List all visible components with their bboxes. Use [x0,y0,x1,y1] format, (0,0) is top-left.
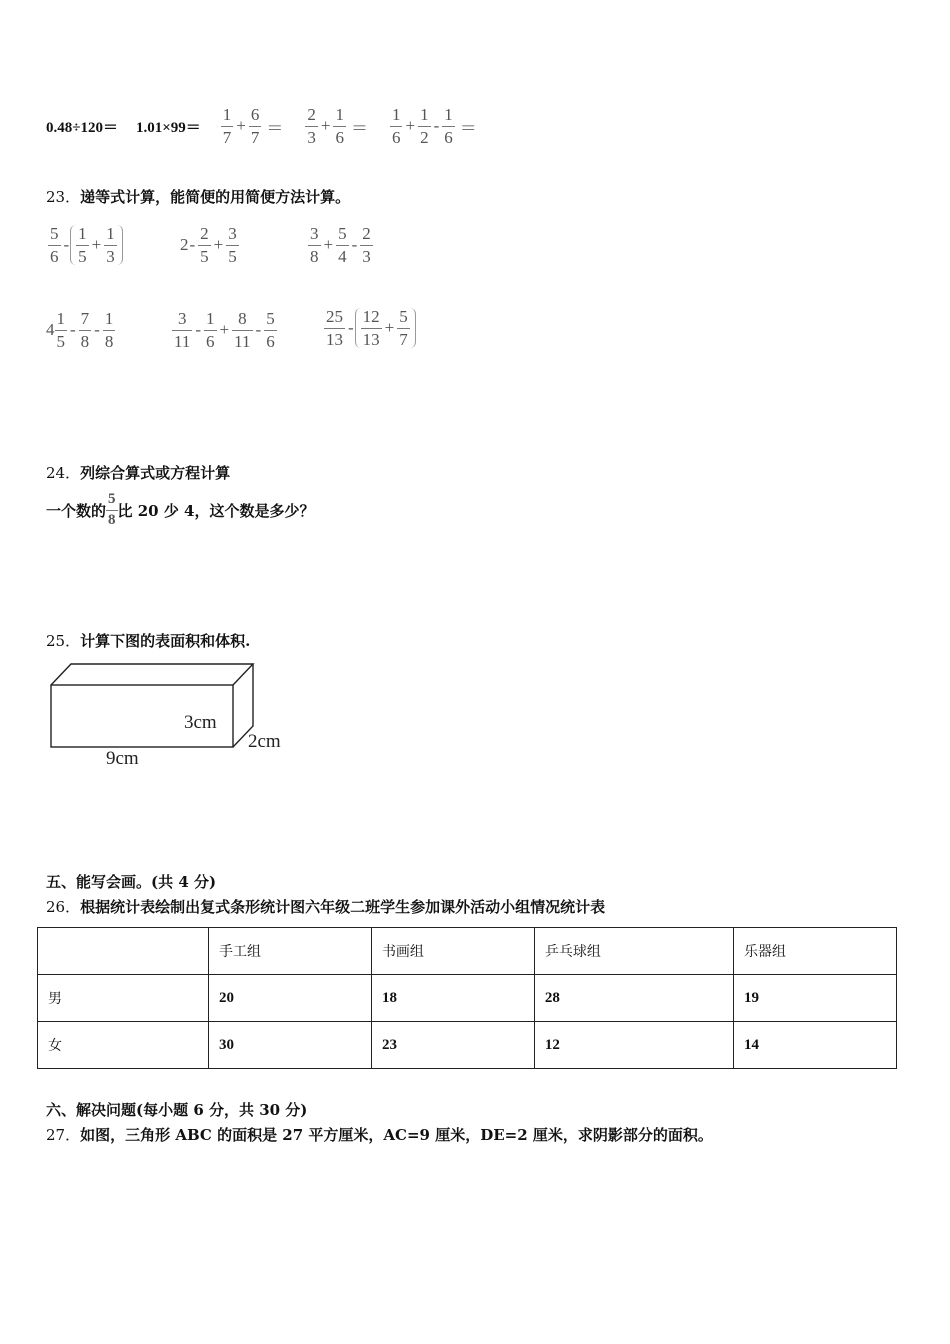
table-header-cell [38,928,209,975]
cuboid-top-face [51,664,253,685]
table-cell: 14 [734,1022,897,1069]
q23-problem-1: $\frac{5}{6}$ - $\frac{1}{5}$ + $\frac{1}{3}$ [46,218,123,272]
question-23-heading: 23．递等式计算，能简便的用简便方法计算。 [46,188,351,206]
q23-problem-3: $\frac{3}{8}$ + $\frac{5}{4}$ - $\frac{2}{3}$ [310,223,371,266]
activity-stats-table [37,927,897,1069]
table-cell: 20 [209,975,372,1022]
fraction: $\frac{1}{7}$ [222,104,232,147]
question-24-text: 一个数的 $\frac{5}{8}$ 比 20 少 4，这个数是多少？ [46,490,315,528]
section-5-title: 五、能写会画。(共 4 分) [46,873,217,891]
fraction: $\frac{1}{6}$ [335,104,344,147]
parentheses: $\frac{1}{5}$ + $\frac{1}{3}$ [70,225,123,266]
fraction: $\frac{1}{6}$ [391,104,401,147]
fraction: $\frac{1}{6}$ [444,104,453,147]
cuboid-figure [40,655,320,775]
calc-expr-2: 1.01×99＝ [135,119,201,136]
label-depth: 2cm [248,731,281,752]
table-cell: 30 [209,1022,372,1069]
table-header-cell: 乐器组 [734,928,897,975]
section-6-title: 六、解决问题(每小题 6 分，共 30 分) [46,1101,308,1119]
table-header-cell: 书画组 [371,928,534,975]
fraction: $\frac{1}{2}$ [420,104,429,147]
calc-expr-5: $\frac{1}{6}$ + $\frac{1}{2}$ - $\frac{1}{6}$ ＝ [391,104,477,147]
calc-row [46,100,477,152]
q23-problem-6: $\frac{25}{13}$ - $\frac{12}{13}$ + $\frac{5}{7}$ [322,300,416,356]
table-cell: 12 [534,1022,733,1069]
question-25-heading: 25．计算下图的表面积和体积. [46,632,251,650]
table-row [38,1022,897,1069]
table-cell: 18 [371,975,534,1022]
table-header-row [38,928,897,975]
table-header-cell: 乒乓球组 [534,928,733,975]
label-length: 9cm [106,748,139,769]
calc-expr-3: $\frac{1}{7}$ + $\frac{6}{7}$ ＝ [222,104,284,147]
label-height: 3cm [184,712,217,733]
question-24-heading: 24．列综合算式或方程计算 [46,464,231,482]
calc-expr-1: 0.48÷120＝ [46,119,118,136]
question-26-heading: 26．根据统计表绘制出复式条形统计图六年级二班学生参加课外活动小组情况统计表 [46,898,606,916]
table-row [38,975,897,1022]
row-label: 女 [38,1022,209,1069]
q23-problem-5: $\frac{3}{11}$ - $\frac{1}{6}$ + $\frac{8}{11}$ - $\frac{5}{6}$ [174,308,275,351]
row-label: 男 [38,975,209,1022]
table-header-cell: 手工组 [209,928,372,975]
table-cell: 28 [534,975,733,1022]
parentheses: $\frac{12}{13}$ + $\frac{5}{7}$ [355,308,416,349]
table-cell: 19 [734,975,897,1022]
q23-problem-2: 2 - $\frac{2}{5}$ + $\frac{3}{5}$ [180,223,237,266]
fraction: $\frac{2}{3}$ [307,104,316,147]
calc-expr-4: $\frac{2}{3}$ + $\frac{1}{6}$ ＝ [307,104,368,147]
question-27-text: 27．如图，三角形 ABC 的面积是 27 平方厘米，AC=9 厘米，DE=2 厘米，求阴影部分的面积。 [46,1126,713,1144]
q23-problem-4: 4 $\frac{1}{5}$ - $\frac{7}{8}$ - $\frac{1}{8}$ [46,308,114,351]
fraction: $\frac{6}{7}$ [250,104,260,147]
table-cell: 23 [371,1022,534,1069]
